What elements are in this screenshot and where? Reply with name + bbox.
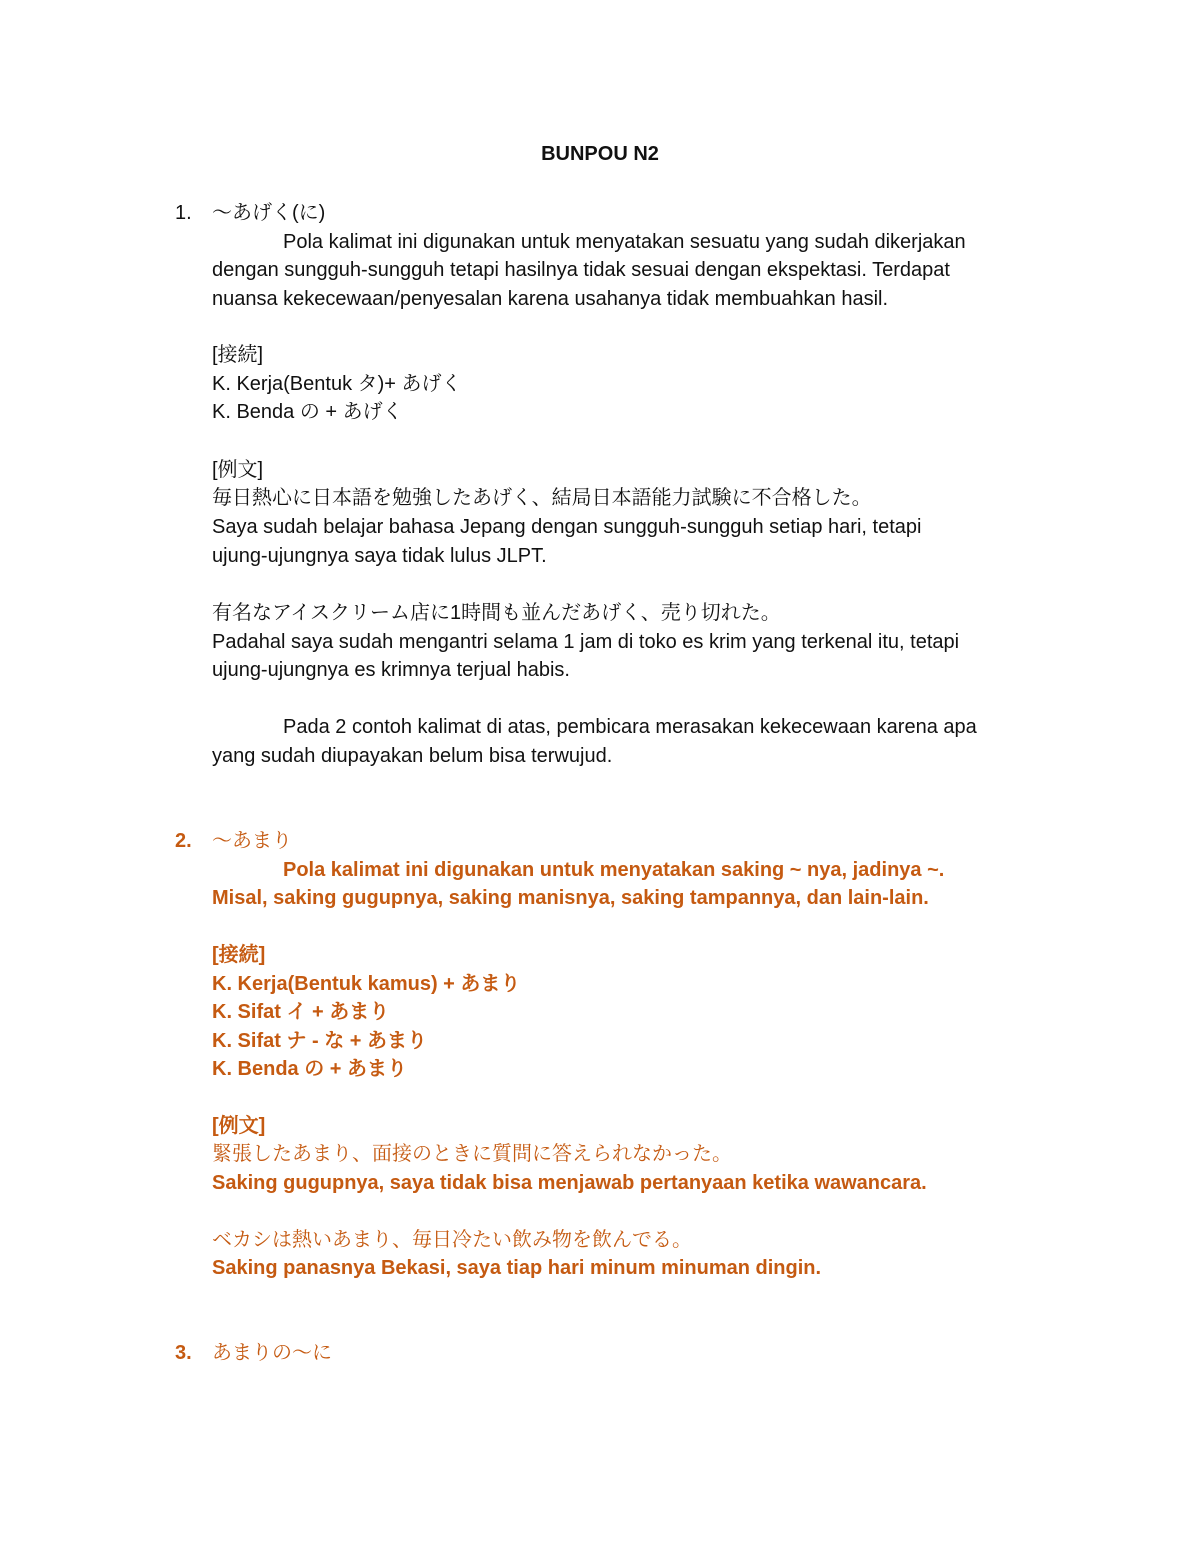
example-translation: ujung-ujungnya saya tidak lulus JLPT. bbox=[212, 545, 547, 567]
connection-rule: K. Benda の + あげく bbox=[212, 401, 403, 423]
examples-label: [例文] bbox=[212, 1115, 266, 1137]
section-heading: ～あまり bbox=[212, 830, 292, 852]
examples-label: [例文] bbox=[212, 459, 264, 481]
connection-rule: K. Benda の + あまり bbox=[212, 1058, 408, 1080]
note-line: Pada 2 contoh kalimat di atas, pembicara merasakan kekecewaan karena apa bbox=[283, 716, 977, 738]
connection-label: [接続] bbox=[212, 344, 264, 366]
connection-rule: K. Kerja(Bentuk kamus) + あまり bbox=[212, 973, 521, 995]
example-jp: 緊張したあまり、面接のときに質問に答えられなかった。 bbox=[212, 1143, 732, 1165]
connection-label: [接続] bbox=[212, 944, 266, 966]
note-line: yang sudah diupayakan belum bisa terwujud. bbox=[212, 745, 613, 767]
example-jp: 毎日熱心に日本語を勉強したあげく、結局日本語能力試験に不合格した。 bbox=[212, 487, 872, 509]
description-line: dengan sungguh-sungguh tetapi hasilnya tidak sesuai dengan ekspektasi. Terdapat bbox=[212, 259, 950, 281]
section-number: 1. bbox=[175, 202, 192, 224]
example-jp: 有名なアイスクリーム店に1時間も並んだあげく、売り切れた。 bbox=[212, 602, 781, 624]
description-line: nuansa kekecewaan/penyesalan karena usahanya tidak membuahkan hasil. bbox=[212, 288, 889, 310]
example-translation: Saya sudah belajar bahasa Jepang dengan sungguh-sungguh setiap hari, tetapi bbox=[212, 516, 922, 538]
description-line: Misal, saking gugupnya, saking manisnya, saking tampannya, dan lain-lain. bbox=[212, 887, 929, 909]
connection-rule: K. Sifat ナ - な + あまり bbox=[212, 1030, 428, 1052]
section-heading: あまりの～に bbox=[212, 1342, 332, 1364]
example-translation: Saking gugupnya, saya tidak bisa menjawab pertanyaan ketika wawancara. bbox=[212, 1172, 927, 1194]
example-translation: ujung-ujungnya es krimnya terjual habis. bbox=[212, 659, 570, 681]
description-line: Pola kalimat ini digunakan untuk menyatakan saking ~ nya, jadinya ~. bbox=[283, 859, 945, 881]
page-title: BUNPOU N2 bbox=[541, 143, 659, 165]
section-number: 2. bbox=[175, 830, 192, 852]
example-translation: Padahal saya sudah mengantri selama 1 jam di toko es krim yang terkenal itu, tetapi bbox=[212, 631, 960, 653]
section-number: 3. bbox=[175, 1342, 192, 1364]
description-line: Pola kalimat ini digunakan untuk menyatakan sesuatu yang sudah dikerjakan bbox=[283, 231, 966, 253]
connection-rule: K. Sifat イ + あまり bbox=[212, 1001, 390, 1023]
example-translation: Saking panasnya Bekasi, saya tiap hari minum minuman dingin. bbox=[212, 1257, 822, 1279]
section-heading: ～あげく(に) bbox=[212, 202, 326, 224]
example-jp: ベカシは熱いあまり、毎日冷たい飲み物を飲んでる。 bbox=[212, 1229, 692, 1251]
connection-rule: K. Kerja(Bentuk タ)+ あげく bbox=[212, 373, 462, 395]
